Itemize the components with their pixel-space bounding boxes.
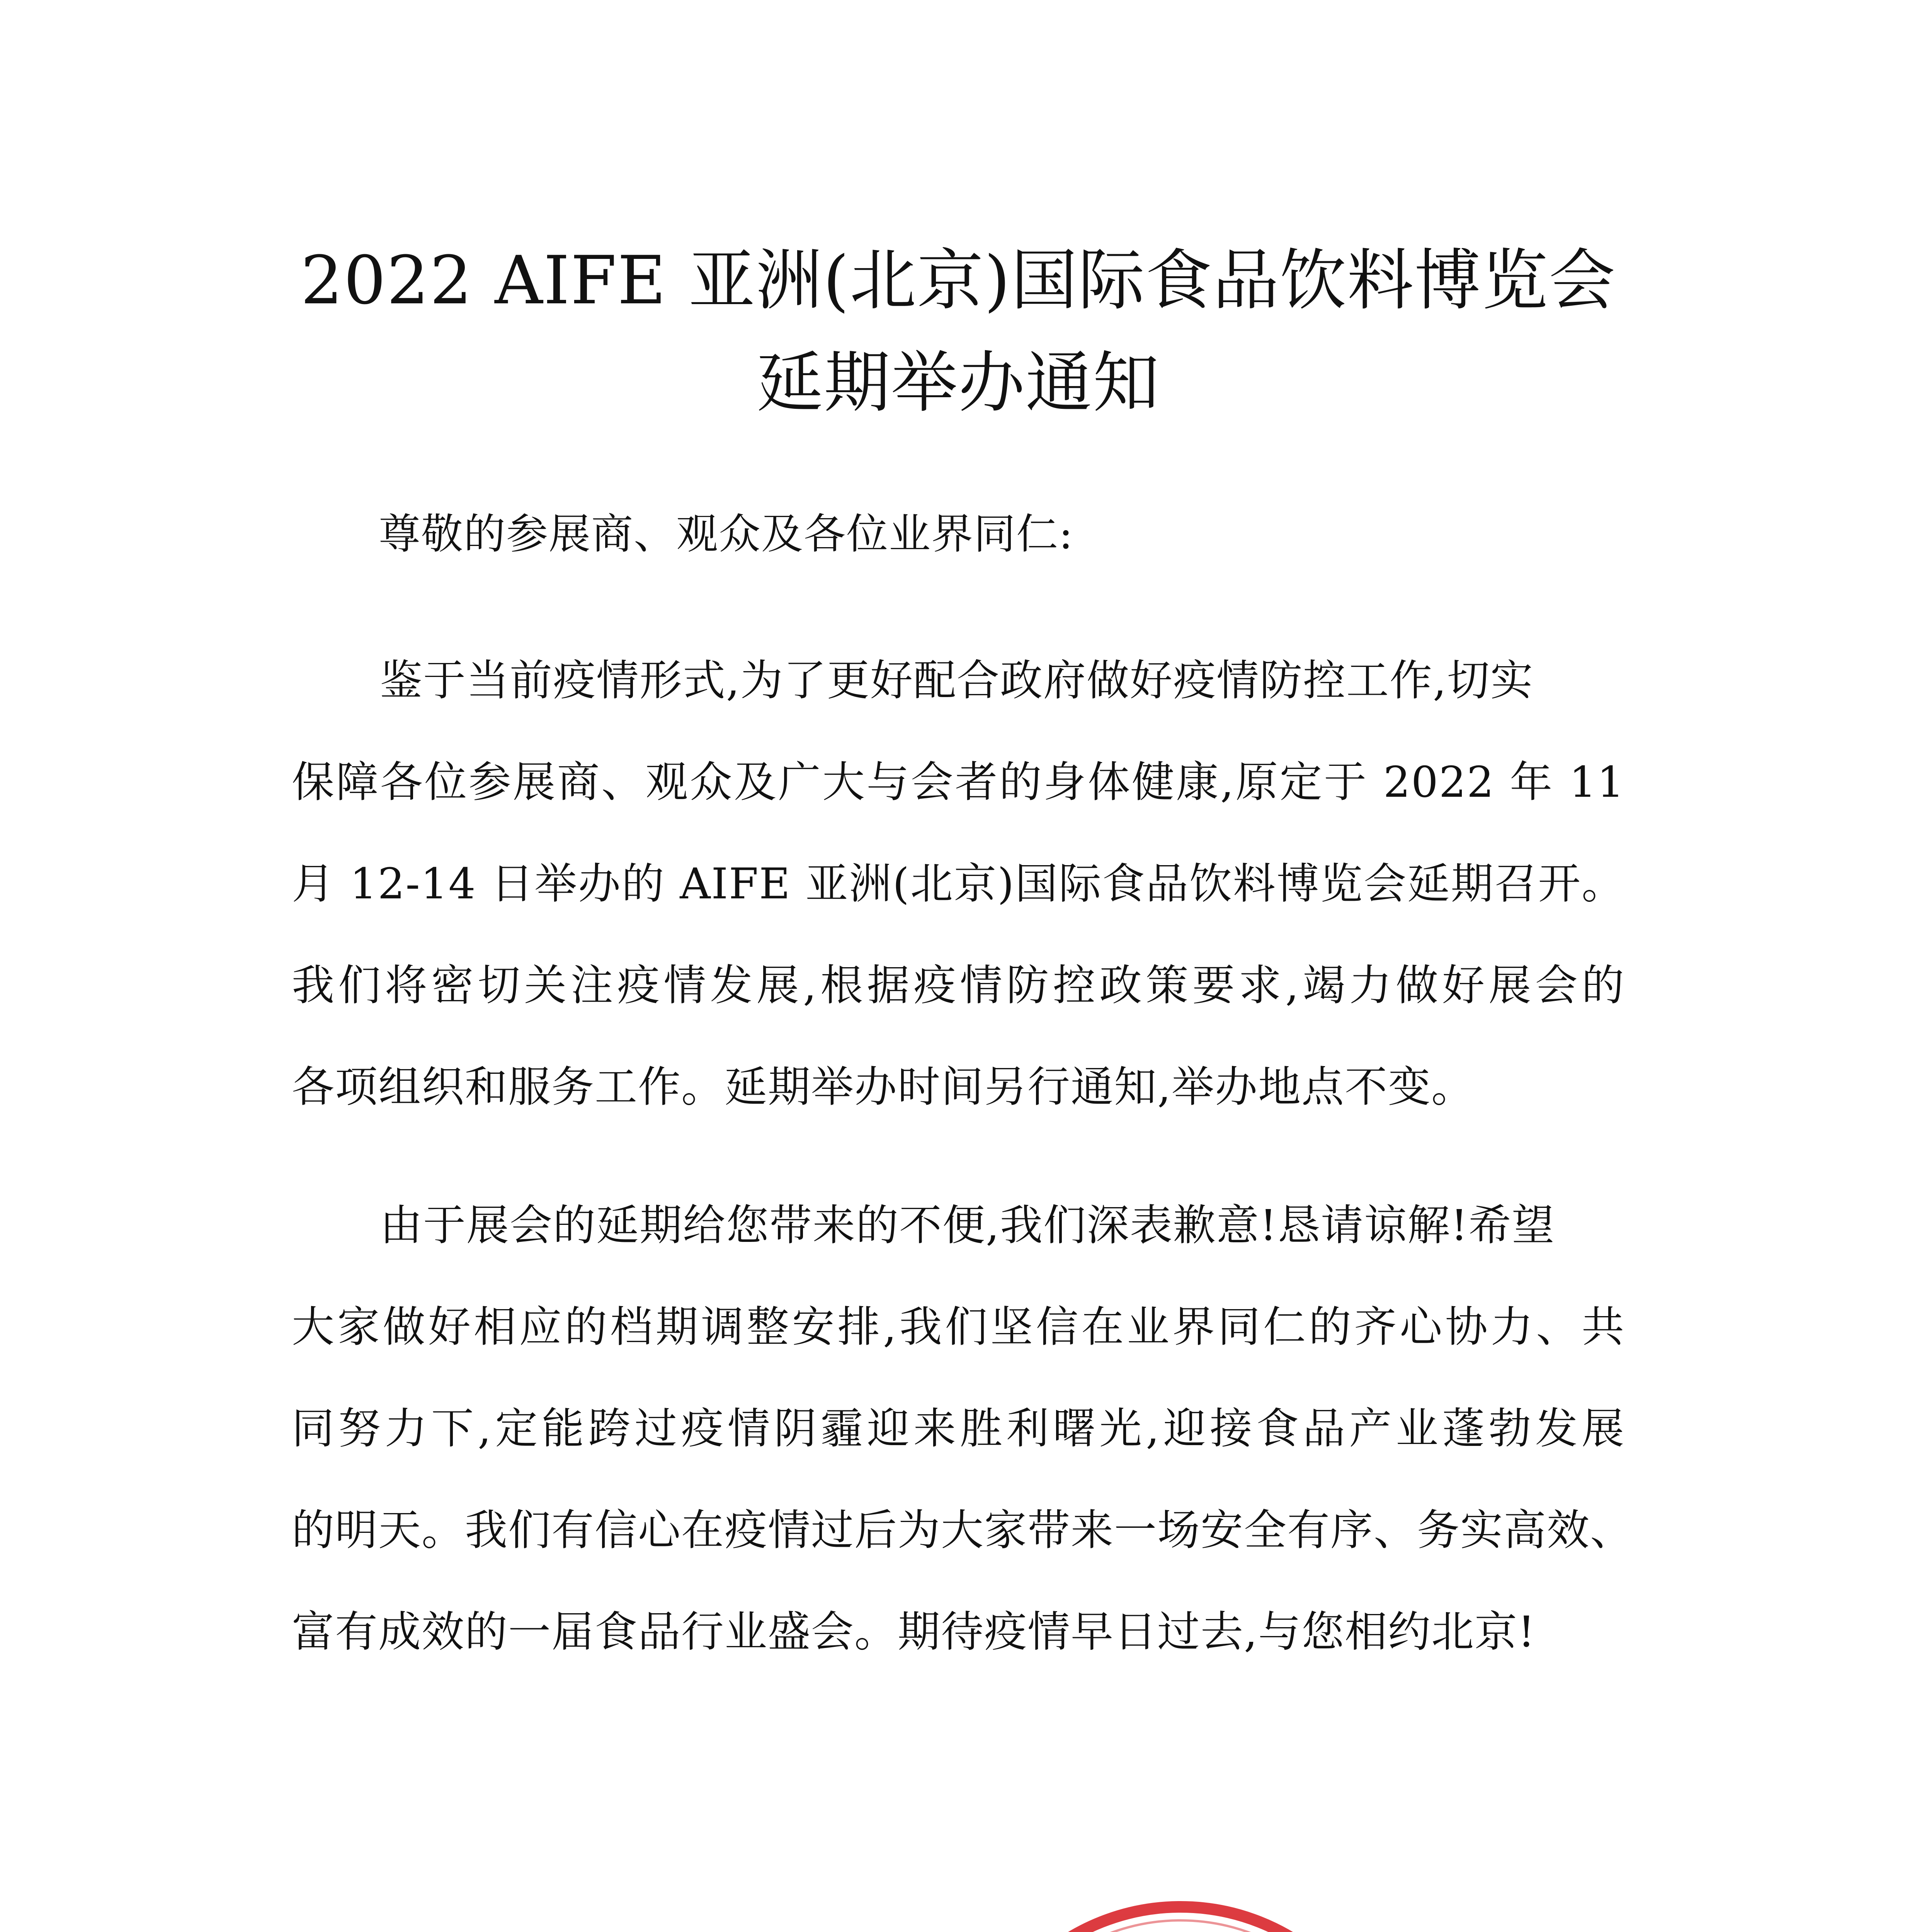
notice-title-line-2: 延期举办通知 (757, 344, 1160, 422)
paragraph-1 (292, 630, 1625, 1138)
paragraph-2-line: 由于展会的延期给您带来的不便,我们深表歉意!恳请谅解!希望 (380, 1201, 1555, 1250)
paragraph-1-line: 保障各位参展商、观众及广大与会者的身体健康,原定于 2022 年 11 (292, 757, 1625, 807)
paragraph-2-line: 的明天。我们有信心在疫情过后为大家带来一场安全有序、务实高效、 (292, 1505, 1633, 1555)
paragraph-1-line: 鉴于当前疫情形式,为了更好配合政府做好疫情防控工作,切实 (380, 656, 1534, 705)
paragraph-1-line: 月 12-14 日举办的 AIFE 亚洲(北京)国际食品饮料博览会延期召开。 (292, 859, 1625, 908)
company-seal (953, 1893, 1408, 1932)
paragraph-2-line: 富有成效的一届食品行业盛会。期待疫情早日过去,与您相约北京! (292, 1607, 1536, 1656)
notice-title-line-1: 2022 AIFE 亚洲(北京)国际食品饮料博览会 (300, 242, 1616, 319)
seal-inner-ring (980, 1920, 1381, 1932)
paragraph-2-line: 同努力下,定能跨过疫情阴霾迎来胜利曙光,迎接食品产业蓬勃发展 (292, 1404, 1625, 1453)
paragraph-2-line: 大家做好相应的档期调整安排,我们坚信在业界同仁的齐心协力、共 (292, 1302, 1625, 1352)
paragraph-1-line: 各项组织和服务工作。延期举办时间另行通知,举办地点不变。 (292, 1062, 1475, 1112)
paragraph-1-line: 我们将密切关注疫情发展,根据疫情防控政策要求,竭力做好展会的 (292, 961, 1625, 1010)
salutation: 尊敬的参展商、观众及各位业界同仁: (379, 510, 1074, 558)
paragraph-2 (292, 1175, 1633, 1683)
